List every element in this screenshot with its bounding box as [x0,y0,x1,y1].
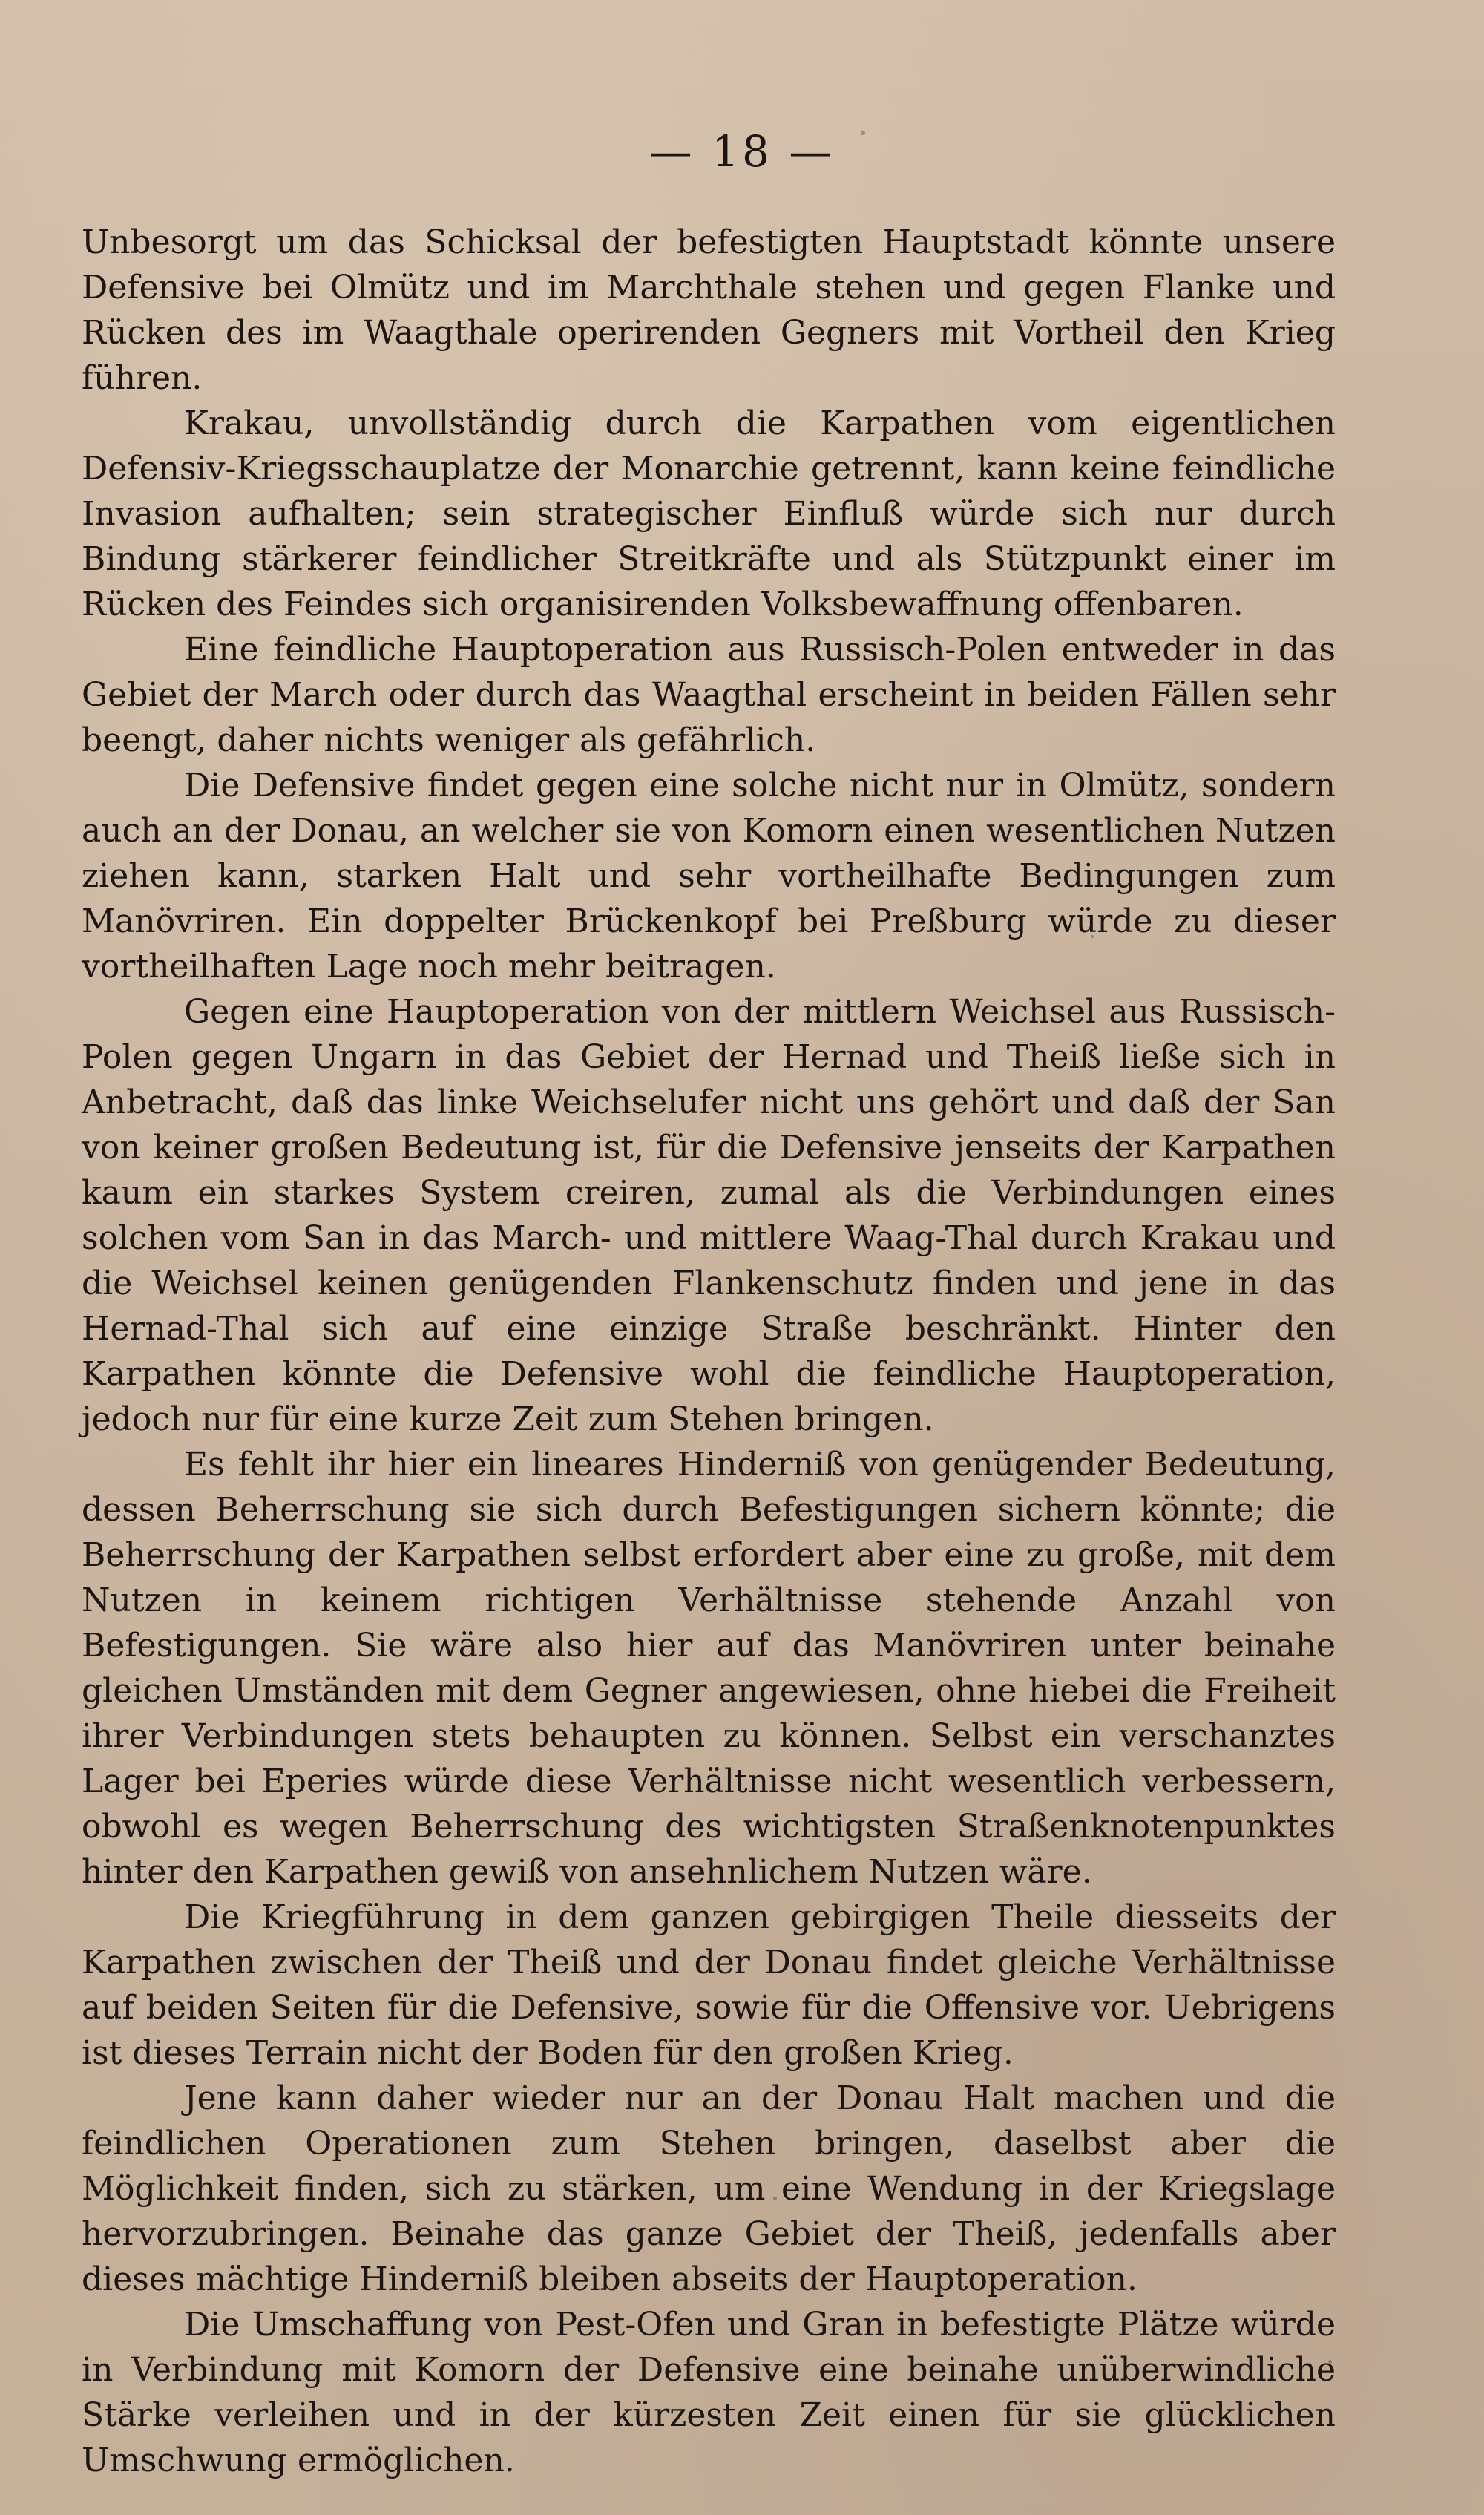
paragraph-1: Unbesorgt um das Schicksal der befestigten Hauptstadt könnte unsere Defensive bei Olmütz und im Marchthale stehen und gegen Flanke und Rücken des im Waagthale operirenden Gegners mit Vortheil den Krieg führen. [82,223,1336,397]
paper-speck [1091,935,1094,938]
paper-speck [773,2197,777,2200]
paragraph-7: Die Kriegführung in dem ganzen gebirgigen Theile diesseits der Karpathen zwischen der Theiß und der Donau findet gleiche Verhältnisse auf beiden Seiten für die Defensive, sowie für die Offensive vor. Uebrigens ist dieses Terrain nicht der Boden für den großen Krieg. [82,1898,1336,2072]
body-text [82,220,1336,2479]
page-number: — 18 — [649,126,835,177]
paper-speck [1328,2360,1332,2364]
paper-speck [861,131,865,135]
paragraph-8: Jene kann daher wieder nur an der Donau Halt machen und die feindlichen Operationen zum Stehen bringen, daselbst aber die Möglichkeit finden, sich zu stärken, um eine Wendung in der Kriegslage hervorzubringen. Beinahe das ganze Gebiet der Theiß, jedenfalls aber dieses mächtige Hinderniß bleiben abseits der Hauptoperation. [82,2079,1336,2298]
paragraph-9: Die Umschaffung von Pest-Ofen und Gran in befestigte Plätze würde in Verbindung mit Komorn der Defensive eine beinahe unüberwindliche Stärke verleihen und in der kürzesten Zeit einen für sie glücklichen Umschwung ermöglichen. [82,2306,1336,2479]
paragraph-6: Es fehlt ihr hier ein lineares Hinderniß von genügender Bedeutung, dessen Beherrschung sie sich durch Befestigungen sichern könnte; die Beherrschung der Karpathen selbst erfordert aber eine zu große, mit dem Nutzen in keinem richtigen Verhältnisse stehende Anzahl von Befestigungen. Sie wäre also hier auf das Manövriren unter beinahe gleichen Umständen mit dem Gegner angewiesen, ohne hiebei die Freiheit ihrer Verbindungen stets behaupten zu können. Selbst ein verschanztes Lager bei Eperies würde diese Verhältnisse nicht wesentlich verbessern, obwohl es wegen Beherrschung des wichtigsten Straßenknotenpunktes hinter den Karpathen gewiß von ansehnlichem Nutzen wäre. [82,1446,1336,1891]
paragraph-5: Gegen eine Hauptoperation von der mittlern Weichsel aus Russisch-Polen gegen Ungarn in das Gebiet der Hernad und Theiß ließe sich in Anbetracht, daß das linke Weichselufer nicht uns gehört und daß der San von keiner großen Bedeutung ist, für die Defensive jenseits der Karpathen kaum ein starkes System creiren, zumal als die Verbindungen eines solchen vom San in das March- und mittlere Waag-Thal durch Krakau und die Weichsel keinen genügenden Flankenschutz finden und jene in das Hernad-Thal sich auf eine einzige Straße beschränkt. Hinter den Karpathen könnte die Defensive wohl die feindliche Hauptoperation, jedoch nur für eine kurze Zeit zum Stehen bringen. [82,993,1336,1438]
paragraph-3: Eine feindliche Hauptoperation aus Russisch-Polen entweder in das Gebiet der March oder durch das Waagthal erscheint in beiden Fällen sehr beengt, daher nichts weniger als gefährlich. [82,631,1336,759]
paragraph-2: Krakau, unvollständig durch die Karpathen vom eigentlichen Defensiv-Kriegsschauplatze der Monarchie getrennt, kann keine feindliche Invasion aufhalten; sein strategischer Einfluß würde sich nur durch Bindung stärkerer feindlicher Streitkräfte und als Stützpunkt einer im Rücken des Feindes sich organisirenden Volksbewaffnung offenbaren. [82,404,1336,623]
paragraph-4: Die Defensive findet gegen eine solche nicht nur in Olmütz, sondern auch an der Donau, an welcher sie von Komorn einen wesentlichen Nutzen ziehen kann, starken Halt und sehr vortheilhafte Bedingungen zum Manövriren. Ein doppelter Brückenkopf bei Preßburg würde zu dieser vortheilhaften Lage noch mehr beitragen. [82,767,1336,986]
